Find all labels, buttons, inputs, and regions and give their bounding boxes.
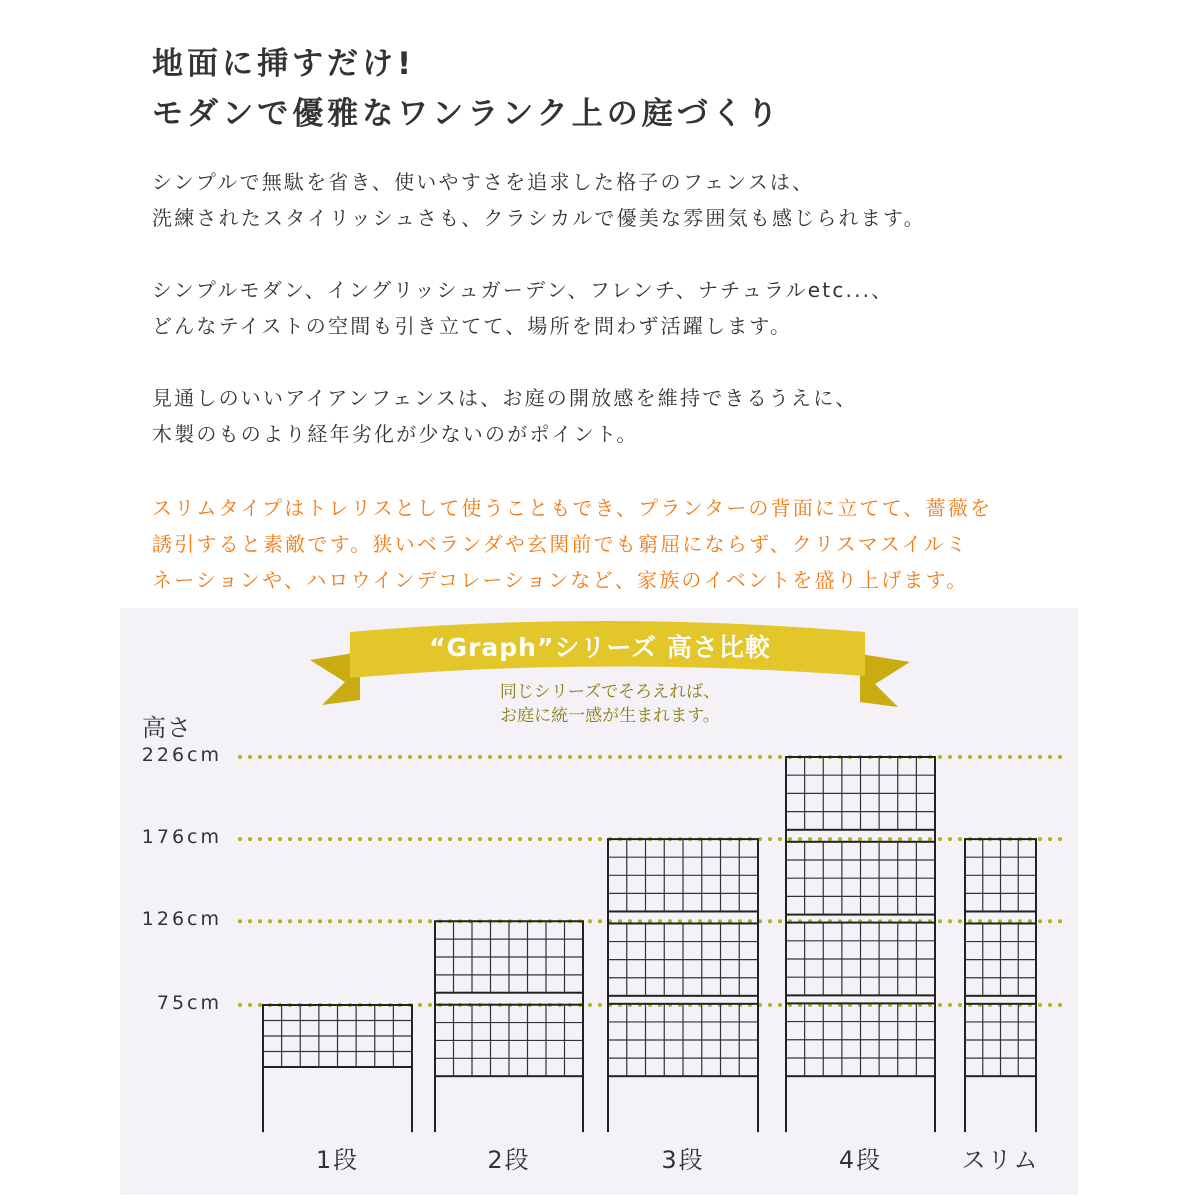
text-line: シンプルモダン、イングリッシュガーデン、フレンチ、ナチュラルetc...、 xyxy=(152,278,894,302)
text-line: シンプルで無駄を省き、使いやすさを追求した格子のフェンスは、 xyxy=(152,170,815,194)
y-tick-label: 75cm xyxy=(156,992,222,1014)
text-line: ネーションや、ハロウインデコレーションなど、家族のイベントを盛り上げます。 xyxy=(152,568,969,592)
y-axis-label: 高さ xyxy=(142,714,192,742)
text-line: 誘引すると素敵です。狭いベランダや玄関前でも窮屈にならず、クリスマスイルミ xyxy=(152,532,969,556)
y-tick-label: 126cm xyxy=(141,908,222,931)
text-line: スリムタイプはトレリスとして使うこともでき、プランターの背面に立てて、薔薇を xyxy=(152,496,993,520)
category-label: 1段 xyxy=(315,1146,360,1174)
text-line: 見通しのいいアイアンフェンスは、お庭の開放感を維持できるうえに、 xyxy=(152,386,858,410)
category-label: 4段 xyxy=(838,1146,883,1174)
text-line: どんなテイストの空間も引き立てて、場所を問わず活躍します。 xyxy=(152,314,793,338)
text-line: 洗練されたスタイリッシュさも、クラシカルで優美な雰囲気も感じられます。 xyxy=(152,206,926,230)
category-label: 3段 xyxy=(661,1146,705,1174)
y-tick-label: 226cm xyxy=(141,744,222,766)
subtitle-line: 同じシリーズでそろえれば、 xyxy=(499,682,721,702)
ribbon-right-tail xyxy=(860,654,910,707)
text-line: 木製のものより経年劣化が少ないのがポイント。 xyxy=(152,422,639,446)
category-label: 2段 xyxy=(487,1146,531,1174)
ribbon-title: “Graph”シリーズ 高さ比較 xyxy=(429,633,771,662)
subtitle-line: お庭に統一感が生まれます。 xyxy=(500,706,720,726)
ribbon-subtitle xyxy=(400,680,820,728)
y-tick-label: 176cm xyxy=(141,826,222,849)
category-label: スリム xyxy=(961,1146,1040,1174)
heading-line-2: モダンで優雅なワンランク上の庭づくり xyxy=(152,96,782,132)
heading-line-1: 地面に挿すだけ! xyxy=(152,46,416,82)
